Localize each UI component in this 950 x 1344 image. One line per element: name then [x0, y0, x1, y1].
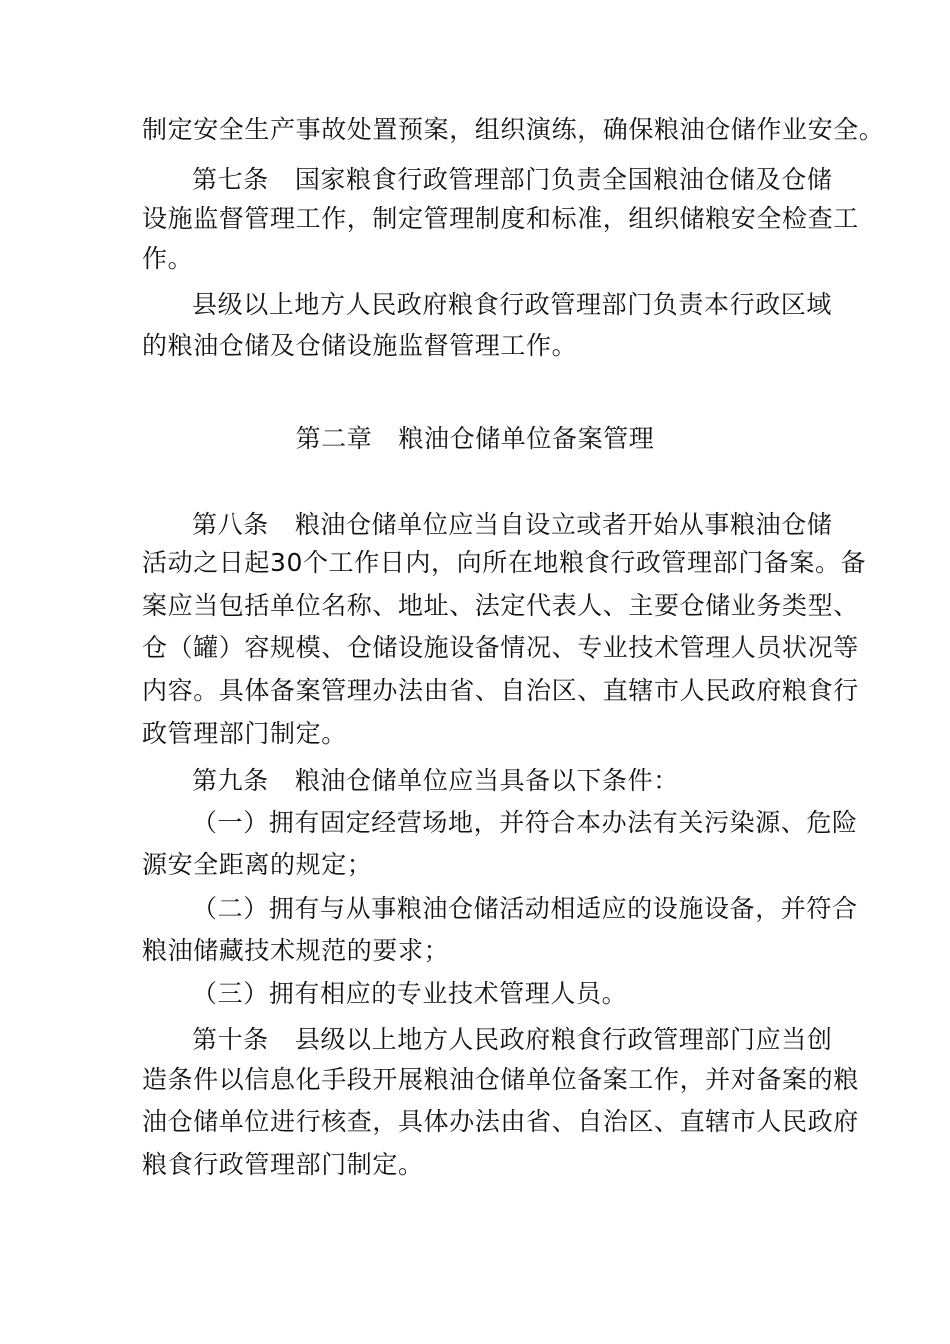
- paragraph-line: 造条件以信息化手段开展粮油仓储单位备案工作，并对备案的粮: [142, 1065, 859, 1094]
- paragraph-line: 粮油储藏技术规范的要求；: [142, 936, 450, 965]
- list-item: （二）拥有与从事粮油仓储活动相适应的设施设备，并符合: [192, 894, 858, 923]
- paragraph-line: 仓（罐）容规模、仓储设施设备情况、专业技术管理人员状况等: [142, 633, 859, 662]
- article-text: 国家粮食行政管理部门负责全国粮油仓储及仓储: [294, 165, 833, 194]
- paragraph-line: 制定安全生产事故处置预案，组织演练，确保粮油仓储作业安全。: [142, 115, 885, 144]
- article-label: 第七条: [192, 165, 269, 194]
- article-text: 粮油仓储单位应当自设立或者开始从事粮油仓储: [294, 510, 833, 539]
- paragraph-line: 作。: [142, 244, 194, 273]
- article-label: 第八条: [192, 510, 269, 539]
- paragraph-line: 活动之日起30个工作日内，向所在地粮食行政管理部门备案。备: [142, 548, 867, 577]
- chapter-title: 粮油仓储单位备案管理: [398, 424, 655, 453]
- paragraph-line: 设施监督管理工作，制定管理制度和标准，组织储粮安全检查工: [142, 204, 859, 233]
- paragraph-line: 粮食行政管理部门制定。: [142, 1150, 424, 1179]
- paragraph-line: 案应当包括单位名称、地址、法定代表人、主要仓储业务类型、: [142, 591, 859, 620]
- paragraph-line: 内容。具体备案管理办法由省、自治区、直辖市人民政府粮食行: [142, 676, 859, 705]
- article-10-line: [192, 1025, 832, 1055]
- list-item: （一）拥有固定经营场地，并符合本办法有关污染源、危险: [192, 808, 858, 837]
- paragraph-line: 源安全距离的规定；: [142, 850, 373, 879]
- chapter-label: 第二章: [295, 424, 373, 453]
- paragraph-line: 油仓储单位进行核查，具体办法由省、自治区、直辖市人民政府: [142, 1107, 859, 1136]
- paragraph-line: 的粮油仓储及仓储设施监督管理工作。: [142, 331, 578, 360]
- chapter-heading: [0, 424, 950, 454]
- list-item: （三）拥有相应的专业技术管理人员。: [192, 979, 628, 1008]
- article-text: 县级以上地方人民政府粮食行政管理部门应当创: [294, 1025, 833, 1054]
- paragraph-line: 政管理部门制定。: [142, 719, 347, 748]
- paragraph-line: 县级以上地方人民政府粮食行政管理部门负责本行政区域: [192, 290, 833, 319]
- article-7-line: [192, 165, 832, 195]
- article-label: 第十条: [192, 1025, 269, 1054]
- article-label: 第九条: [192, 766, 269, 795]
- article-9-line: [192, 766, 679, 796]
- article-8-line: [192, 510, 832, 540]
- article-text: 粮油仓储单位应当具备以下条件：: [294, 766, 679, 795]
